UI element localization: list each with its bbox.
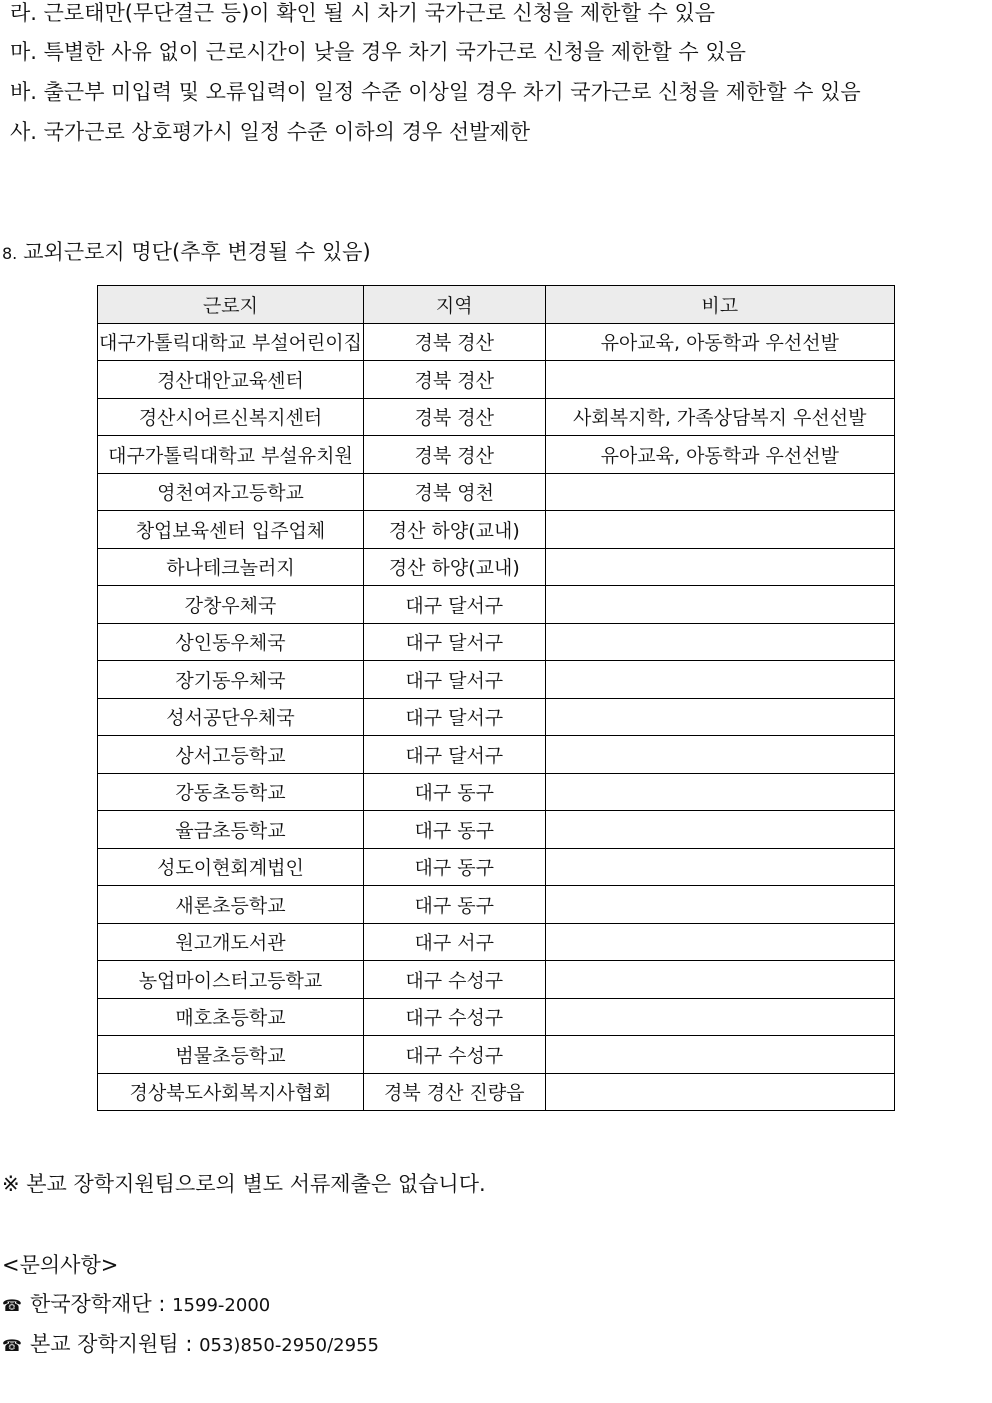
- cell-region: 대구 달서구: [363, 623, 545, 661]
- table-row: [98, 848, 895, 886]
- cell-region: 대구 수성구: [363, 1036, 545, 1074]
- cell-worksite: 하나테크놀러지: [98, 548, 364, 586]
- cell-region: 경산 하양(교내): [363, 511, 545, 549]
- header-region: 지역: [363, 286, 545, 324]
- table-row: [98, 361, 895, 399]
- cell-remarks: [545, 623, 894, 661]
- table-row: [98, 736, 895, 774]
- rule-la: 라. 근로태만(무단결근 등)이 확인 될 시 차기 국가근로 신청을 제한할 수 있음: [10, 1, 716, 25]
- cell-remarks: [545, 961, 894, 999]
- cell-region: 경북 영천: [363, 473, 545, 511]
- contact-separator: :: [185, 1332, 193, 1356]
- cell-worksite: 대구가톨릭대학교 부설어린이집: [98, 323, 364, 361]
- cell-region: 경북 경산 진량읍: [363, 1073, 545, 1111]
- contact-number: 1599-2000: [172, 1295, 271, 1316]
- table-row: [98, 698, 895, 736]
- table-row: [98, 811, 895, 849]
- cell-remarks: [545, 848, 894, 886]
- table-row: [98, 661, 895, 699]
- cell-remarks: [545, 548, 894, 586]
- table-row: [98, 398, 895, 436]
- cell-remarks: [545, 998, 894, 1036]
- phone-icon: ☎: [2, 1296, 22, 1315]
- cell-remarks: [545, 886, 894, 924]
- cell-region: 대구 달서구: [363, 661, 545, 699]
- cell-worksite: 성서공단우체국: [98, 698, 364, 736]
- table-row: [98, 473, 895, 511]
- phone-icon: ☎: [2, 1336, 22, 1355]
- table-row: [98, 1073, 895, 1111]
- cell-region: 대구 동구: [363, 773, 545, 811]
- cell-worksite: 강창우체국: [98, 586, 364, 624]
- contact-item: [2, 1330, 379, 1360]
- notice-text: ※ 본교 장학지원팀으로의 별도 서류제출은 없습니다.: [2, 1172, 486, 1196]
- cell-worksite: 강동초등학교: [98, 773, 364, 811]
- worksite-table: [97, 285, 895, 1111]
- rule-ba: 바. 출근부 미입력 및 오류입력이 일정 수준 이상일 경우 차기 국가근로 신청을 제한할 수 있음: [10, 80, 861, 104]
- cell-worksite: 경산시어르신복지센터: [98, 398, 364, 436]
- cell-region: 경산 하양(교내): [363, 548, 545, 586]
- cell-worksite: 영천여자고등학교: [98, 473, 364, 511]
- table-header-row: [98, 286, 895, 324]
- cell-region: 대구 서구: [363, 923, 545, 961]
- rule-sa: 사. 국가근로 상호평가시 일정 수준 이하의 경우 선발제한: [10, 120, 530, 144]
- cell-remarks: [545, 811, 894, 849]
- contact-label: 한국장학재단: [29, 1292, 152, 1316]
- table-row: [98, 623, 895, 661]
- cell-remarks: 사회복지학, 가족상담복지 우선선발: [545, 398, 894, 436]
- cell-worksite: 창업보육센터 입주업체: [98, 511, 364, 549]
- table-row: [98, 323, 895, 361]
- cell-remarks: [545, 473, 894, 511]
- cell-remarks: [545, 698, 894, 736]
- cell-worksite: 범물초등학교: [98, 1036, 364, 1074]
- cell-worksite: 경상북도사회복지사협회: [98, 1073, 364, 1111]
- cell-remarks: 유아교육, 아동학과 우선선발: [545, 323, 894, 361]
- table-row: [98, 773, 895, 811]
- contact-number: 053)850-2950/2955: [199, 1335, 379, 1356]
- table-row: [98, 923, 895, 961]
- cell-worksite: 상인동우체국: [98, 623, 364, 661]
- section-title: 교외근로지 명단(추후 변경될 수 있음): [23, 240, 371, 264]
- cell-region: 대구 동구: [363, 848, 545, 886]
- contact-title: <문의사항>: [2, 1253, 119, 1277]
- cell-worksite: 매호초등학교: [98, 998, 364, 1036]
- cell-remarks: 유아교육, 아동학과 우선선발: [545, 436, 894, 474]
- cell-region: 경북 경산: [363, 323, 545, 361]
- cell-region: 대구 동구: [363, 811, 545, 849]
- section-number: 8.: [2, 244, 18, 263]
- cell-remarks: [545, 1073, 894, 1111]
- table-row: [98, 998, 895, 1036]
- cell-region: 경북 경산: [363, 361, 545, 399]
- cell-worksite: 원고개도서관: [98, 923, 364, 961]
- cell-worksite: 농업마이스터고등학교: [98, 961, 364, 999]
- cell-remarks: [545, 1036, 894, 1074]
- cell-region: 경북 경산: [363, 436, 545, 474]
- contact-item: [2, 1290, 270, 1320]
- table-row: [98, 961, 895, 999]
- cell-remarks: [545, 586, 894, 624]
- cell-remarks: [545, 661, 894, 699]
- contact-separator: :: [158, 1292, 166, 1316]
- cell-remarks: [545, 511, 894, 549]
- cell-worksite: 상서고등학교: [98, 736, 364, 774]
- cell-worksite: 대구가톨릭대학교 부설유치원: [98, 436, 364, 474]
- cell-region: 대구 수성구: [363, 998, 545, 1036]
- table-row: [98, 548, 895, 586]
- cell-worksite: 율금초등학교: [98, 811, 364, 849]
- cell-remarks: [545, 923, 894, 961]
- table-row: [98, 436, 895, 474]
- contact-label: 본교 장학지원팀: [29, 1332, 179, 1356]
- header-worksite: 근로지: [98, 286, 364, 324]
- table-row: [98, 511, 895, 549]
- table-row: [98, 886, 895, 924]
- cell-worksite: 성도이현회계법인: [98, 848, 364, 886]
- header-remarks: 비고: [545, 286, 894, 324]
- cell-remarks: [545, 361, 894, 399]
- rule-ma: 마. 특별한 사유 없이 근로시간이 낮을 경우 차기 국가근로 신청을 제한할 수 있음: [10, 40, 746, 64]
- cell-region: 경북 경산: [363, 398, 545, 436]
- table-row: [98, 586, 895, 624]
- cell-region: 대구 동구: [363, 886, 545, 924]
- cell-region: 대구 달서구: [363, 736, 545, 774]
- cell-remarks: [545, 736, 894, 774]
- section-heading: [2, 239, 371, 267]
- table-row: [98, 1036, 895, 1074]
- cell-region: 대구 달서구: [363, 698, 545, 736]
- cell-worksite: 장기동우체국: [98, 661, 364, 699]
- cell-worksite: 새론초등학교: [98, 886, 364, 924]
- cell-region: 대구 수성구: [363, 961, 545, 999]
- cell-worksite: 경산대안교육센터: [98, 361, 364, 399]
- cell-remarks: [545, 773, 894, 811]
- cell-region: 대구 달서구: [363, 586, 545, 624]
